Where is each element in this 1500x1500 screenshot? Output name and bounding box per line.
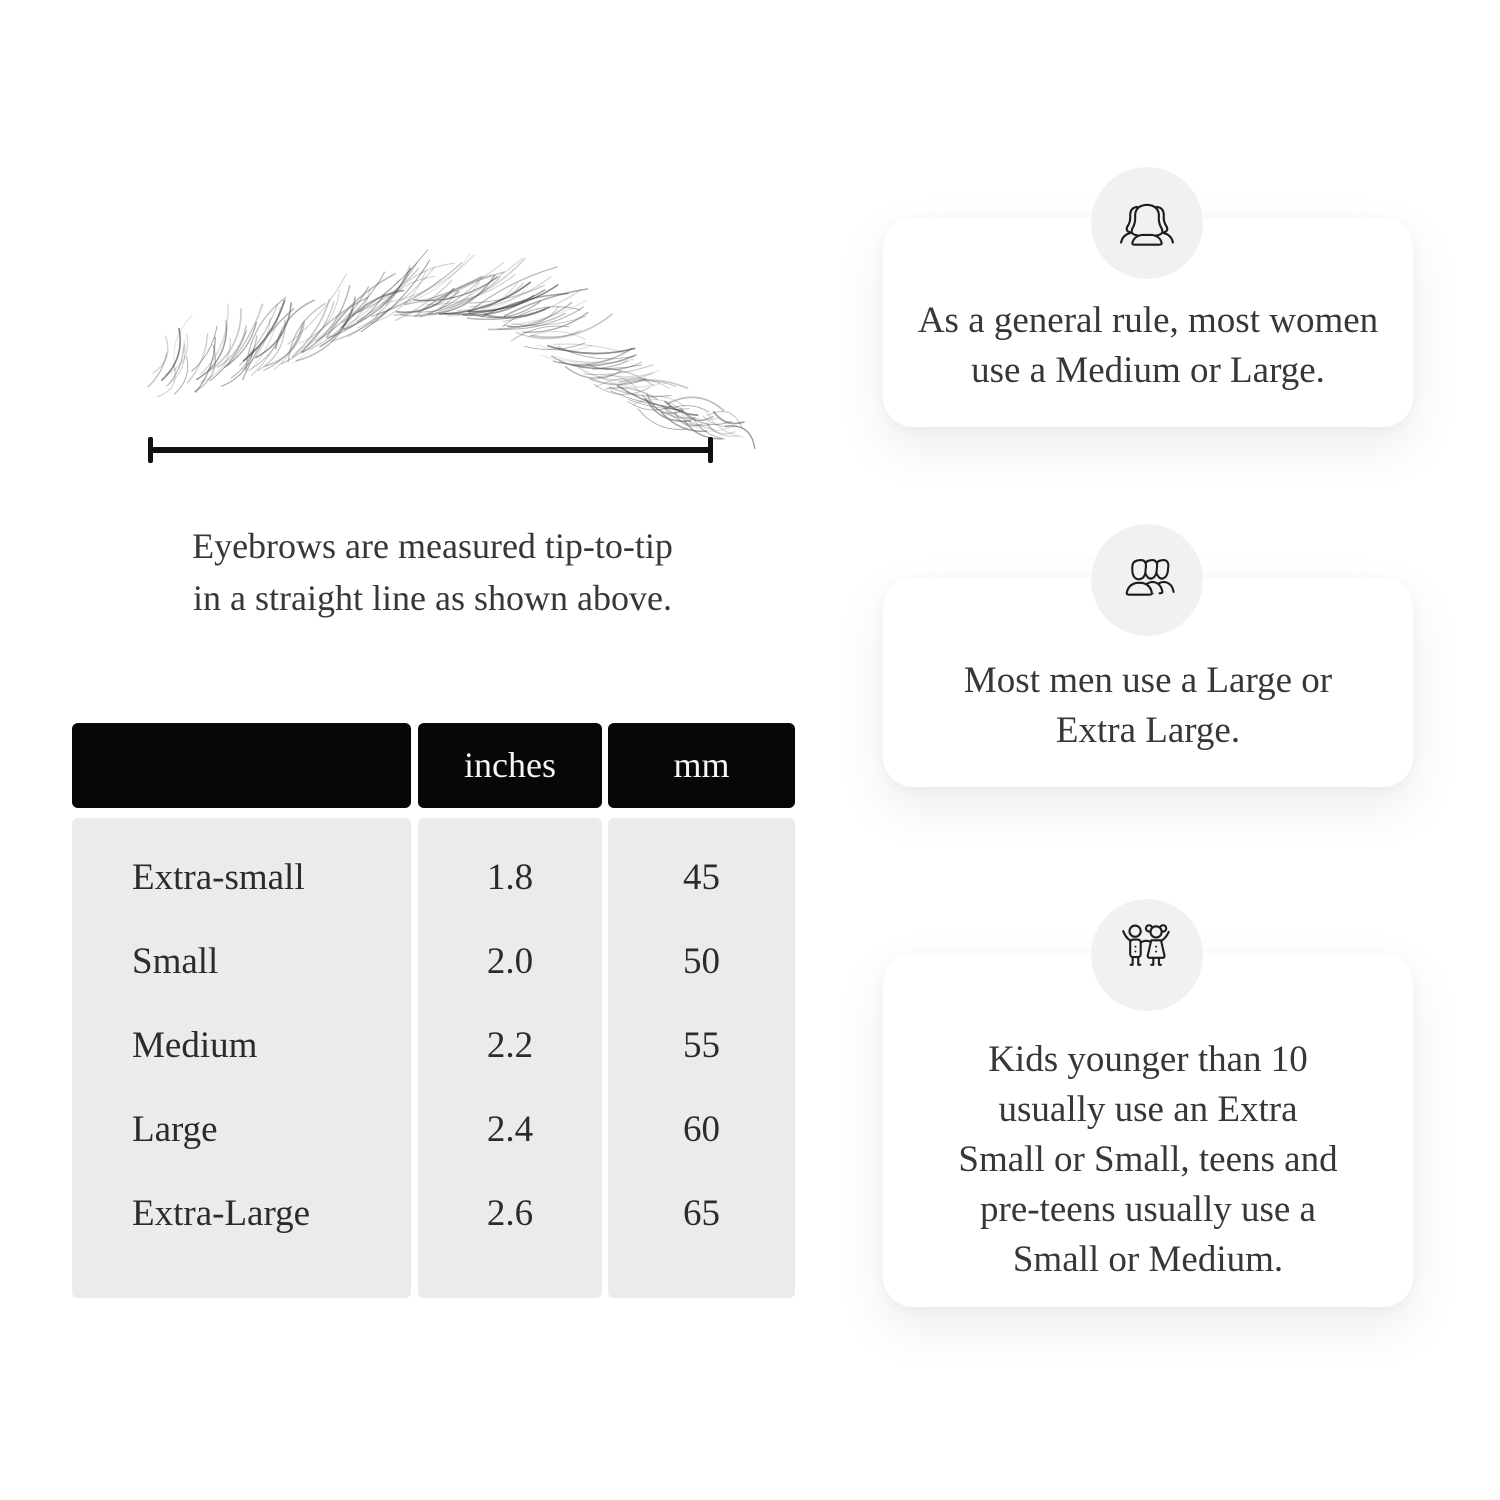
measurement-line-right-cap bbox=[708, 437, 713, 463]
card-text-line: use a Medium or Large. bbox=[971, 350, 1325, 391]
table-row bbox=[72, 1100, 795, 1160]
card-text-line: Small or Small, teens and bbox=[958, 1139, 1338, 1180]
size-mm: 65 bbox=[683, 1193, 720, 1234]
women-guideline-text bbox=[898, 296, 1398, 396]
size-inches: 2.0 bbox=[486, 941, 534, 982]
table-row bbox=[72, 1016, 795, 1076]
size-label: Extra-small bbox=[132, 857, 305, 898]
kids-icon bbox=[1112, 920, 1182, 990]
card-text-line: Small or Medium. bbox=[1012, 1239, 1284, 1280]
size-mm: 55 bbox=[683, 1025, 720, 1066]
card-text-line: Extra Large. bbox=[1055, 710, 1241, 751]
size-inches: 2.4 bbox=[486, 1109, 534, 1150]
table-row bbox=[72, 1184, 795, 1244]
table-row bbox=[72, 932, 795, 992]
size-inches: 1.8 bbox=[486, 857, 534, 898]
card-text-line: pre-teens usually use a bbox=[980, 1189, 1316, 1230]
kids-guideline-text bbox=[898, 1035, 1398, 1285]
card-text-line: Kids younger than 10 bbox=[988, 1039, 1308, 1080]
measurement-caption bbox=[70, 520, 795, 624]
card-text-line: usually use an Extra bbox=[998, 1089, 1298, 1130]
women-group-icon bbox=[1112, 188, 1182, 258]
table-header-label-col bbox=[72, 723, 411, 808]
size-label: Medium bbox=[132, 1025, 258, 1066]
measurement-line-left-cap bbox=[148, 437, 153, 463]
caption-line-1: Eyebrows are measured tip-to-tip bbox=[192, 526, 673, 566]
women-icon-badge bbox=[1091, 167, 1203, 279]
size-mm: 50 bbox=[683, 941, 720, 982]
men-icon-badge bbox=[1091, 524, 1203, 636]
table-header-inches: inches bbox=[418, 723, 602, 808]
men-group-icon bbox=[1112, 545, 1182, 615]
size-mm: 45 bbox=[683, 857, 720, 898]
size-label: Small bbox=[132, 941, 219, 982]
table-header-mm: mm bbox=[608, 723, 795, 808]
size-label: Large bbox=[132, 1109, 218, 1150]
size-inches: 2.2 bbox=[486, 1025, 534, 1066]
kids-icon-badge bbox=[1091, 899, 1203, 1011]
caption-line-2: in a straight line as shown above. bbox=[193, 578, 672, 618]
size-mm: 60 bbox=[683, 1109, 720, 1150]
table-row bbox=[72, 848, 795, 908]
size-inches: 2.6 bbox=[486, 1193, 534, 1234]
eyebrow-illustration bbox=[110, 218, 770, 443]
card-text-line: As a general rule, most women bbox=[917, 300, 1379, 341]
size-label: Extra-Large bbox=[132, 1193, 311, 1234]
measurement-line bbox=[150, 447, 713, 453]
men-guideline-text bbox=[898, 656, 1398, 756]
card-text-line: Most men use a Large or bbox=[963, 660, 1333, 701]
